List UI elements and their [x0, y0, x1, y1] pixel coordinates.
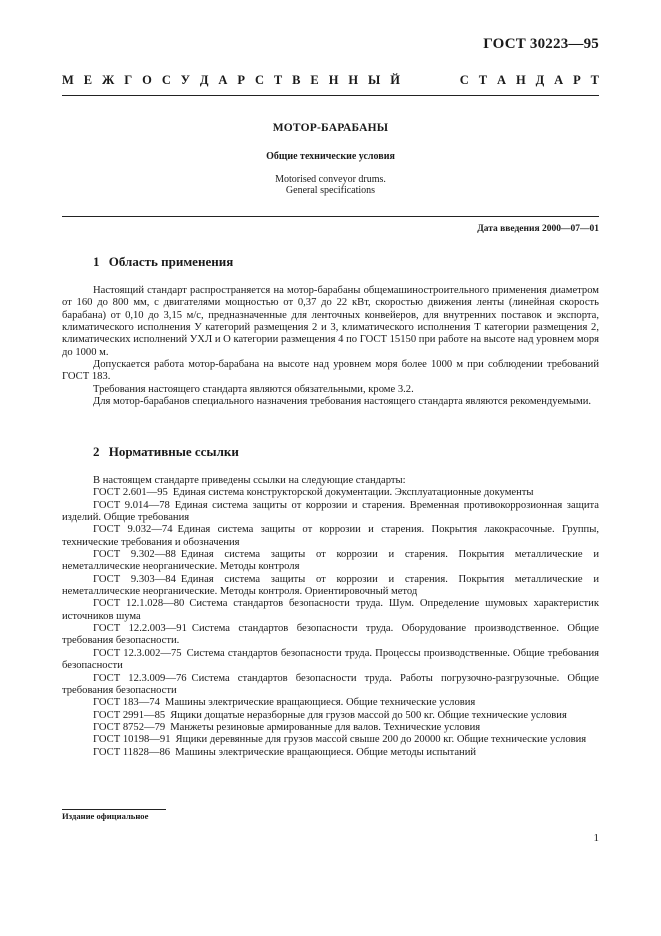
page-number: 1 — [593, 832, 599, 844]
edition-label: Издание официальное — [62, 811, 149, 821]
reference-code: ГОСТ 12.3.002—75 — [93, 647, 182, 659]
reference-item — [62, 574, 599, 599]
banner-letter: А — [554, 73, 564, 87]
section-number: 2 — [93, 444, 100, 459]
paragraph: Настоящий стандарт распространяется на мотор-барабаны общемашиностроительного применения диаметром от 160 до 800 мм, с двигателями мощностью от 0,37 до 22 кВт, скоростью движения ленты (линейная скорость барабана) от 0,10 до 3,15 м/с, предназначенные для ленточных конвейеров, для внутренних поставок и экспорта, климатического исполнения У категорий размещения 2 и 3, климатического исполнения Т категории размещения 2, климатических исполнений УХЛ и О категории размещения 4 по ГОСТ 15150 при работе на высоте над уровнем моря до 1000 м. — [62, 285, 599, 358]
section-number: 1 — [93, 254, 100, 269]
paragraph: Допускается работа мотор-барабана на высоте над уровнем моря более 1000 м при соблюдении требований ГОСТ 183. — [62, 359, 599, 383]
reference-item — [62, 747, 599, 759]
interstate-standard-banner — [62, 73, 599, 88]
reference-item — [62, 734, 599, 746]
english-title-line2: General specifications — [285, 185, 376, 196]
reference-code: ГОСТ 183—74 — [93, 697, 160, 709]
reference-text: Единая система защиты от коррозии и старения. Покрытия металлические и неметаллические неорганические. Методы контроля — [62, 549, 599, 573]
reference-code: ГОСТ 9.302—88 — [93, 549, 176, 561]
banner-letter: Ы — [368, 73, 381, 87]
reference-text: Система стандартов безопасности труда. Работы погрузочно-разгрузочные. Общие требования безопасности — [62, 672, 599, 696]
banner-letter: А — [218, 73, 228, 87]
reference-item — [62, 648, 599, 673]
reference-item — [62, 722, 599, 734]
banner-letter: Е — [310, 73, 319, 87]
header-rule — [62, 95, 599, 96]
banner-letter: Г — [124, 73, 133, 87]
banner-letter: Н — [348, 73, 359, 87]
reference-item — [62, 673, 599, 698]
banner-letter: С — [254, 73, 264, 87]
introduction-date: Дата введения 2000—07—01 — [477, 224, 599, 234]
banner-letter: Р — [573, 73, 581, 87]
reference-item — [62, 623, 599, 648]
banner-letter: М — [62, 73, 74, 87]
reference-item — [62, 598, 599, 623]
banner-letter: Е — [83, 73, 93, 87]
reference-text: Единая система защиты от коррозии и старения. Временная противокоррозионная защита изделий. Общие требования — [62, 499, 599, 524]
banner-letter: Й — [390, 73, 400, 87]
reference-text: Единая система защиты от коррозии и старения. Покрытия металлические и неметаллические неорганические. Методы контроля. Ориентировочный метод — [62, 573, 599, 598]
reference-text: Манжеты резиновые армированные для валов. Технические условия — [170, 721, 481, 733]
reference-item — [62, 487, 599, 499]
banner-letter: Д — [535, 73, 545, 87]
paragraph: Требования настоящего стандарта являются обязательными, кроме 3.2. — [93, 383, 414, 395]
banner-letter: Т — [478, 73, 488, 87]
banner-letter: С — [161, 73, 171, 87]
reference-text: Ящики деревянные для грузов массой свыше 200 до 20000 кг. Общие технические условия — [175, 734, 587, 746]
section-title: Нормативные ссылки — [108, 444, 239, 459]
reference-code: ГОСТ 12.1.028—80 — [93, 598, 185, 610]
banner-letter: А — [497, 73, 507, 87]
reference-text: Система стандартов безопасности труда. Оборудование производственное. Общие требования безопасности. — [62, 623, 599, 647]
reference-item — [62, 524, 599, 549]
reference-item — [62, 549, 599, 574]
section-heading-scope — [93, 254, 233, 270]
reference-text: Машины электрические вращающиеся. Общие методы испытаний — [175, 746, 477, 758]
banner-letter: Р — [237, 73, 246, 87]
banner-letter: Н — [328, 73, 339, 87]
reference-item — [62, 500, 599, 525]
banner-letter: О — [142, 73, 152, 87]
standard-number: ГОСТ 30223—95 — [483, 36, 599, 52]
paragraph: Для мотор-барабанов специального назначения требования настоящего стандарта являются рекомендуемыми. — [93, 396, 592, 408]
reference-text: Машины электрические вращающиеся. Общие технические условия — [164, 697, 476, 709]
reference-text: Единая система защиты от коррозии и старения. Покрытия лакокрасочные. Группы, технические требования и обозначения — [62, 524, 599, 548]
reference-code: ГОСТ 9.014—78 — [93, 499, 170, 511]
banner-letter: Д — [199, 73, 209, 87]
reference-code: ГОСТ 12.2.003—91 — [93, 623, 187, 635]
section-body-scope — [62, 285, 599, 408]
banner-letter: Ж — [102, 73, 115, 87]
section-heading-references — [93, 444, 239, 460]
reference-code: ГОСТ 2991—85 — [93, 709, 166, 721]
reference-item — [62, 697, 599, 709]
banner-letter: В — [292, 73, 301, 87]
banner-letter: Т — [590, 73, 599, 87]
reference-code: ГОСТ 12.3.009—76 — [93, 672, 187, 684]
banner-letter: У — [180, 73, 190, 87]
section-title: Область применения — [108, 254, 234, 269]
reference-code: ГОСТ 9.303—84 — [93, 573, 176, 585]
english-title-line1: Motorised conveyor drums. — [275, 174, 386, 185]
banner-letter: Т — [273, 73, 283, 87]
reference-text: Система стандартов безопасности труда. Шум. Определение шумовых характеристик источников шума — [62, 598, 599, 622]
title-rule — [62, 216, 599, 217]
reference-text: Система стандартов безопасности труда. Процессы производственные. Общие требования безопасности — [62, 647, 599, 672]
reference-text: Ящики дощатые неразборные для грузов массой до 500 кг. Общие технические условия — [170, 709, 567, 721]
document-title: МОТОР-БАРАБАНЫ — [272, 122, 389, 134]
footer-rule — [62, 809, 166, 810]
reference-code: ГОСТ 2.601—95 — [93, 487, 168, 499]
reference-list — [62, 475, 599, 759]
reference-intro: В настоящем стандарте приведены ссылки на следующие стандарты: — [93, 475, 406, 486]
banner-letter: С — [459, 73, 469, 87]
reference-text: Единая система конструкторской документации. Эксплуатационные документы — [172, 487, 534, 499]
reference-code: ГОСТ 9.032—74 — [93, 524, 173, 536]
reference-code: ГОСТ 11828—86 — [93, 746, 171, 758]
reference-item — [62, 710, 599, 722]
reference-code: ГОСТ 8752—79 — [93, 721, 166, 733]
banner-letter: Н — [515, 73, 526, 87]
document-subtitle: Общие технические условия — [266, 151, 395, 162]
reference-code: ГОСТ 10198—91 — [93, 734, 171, 746]
